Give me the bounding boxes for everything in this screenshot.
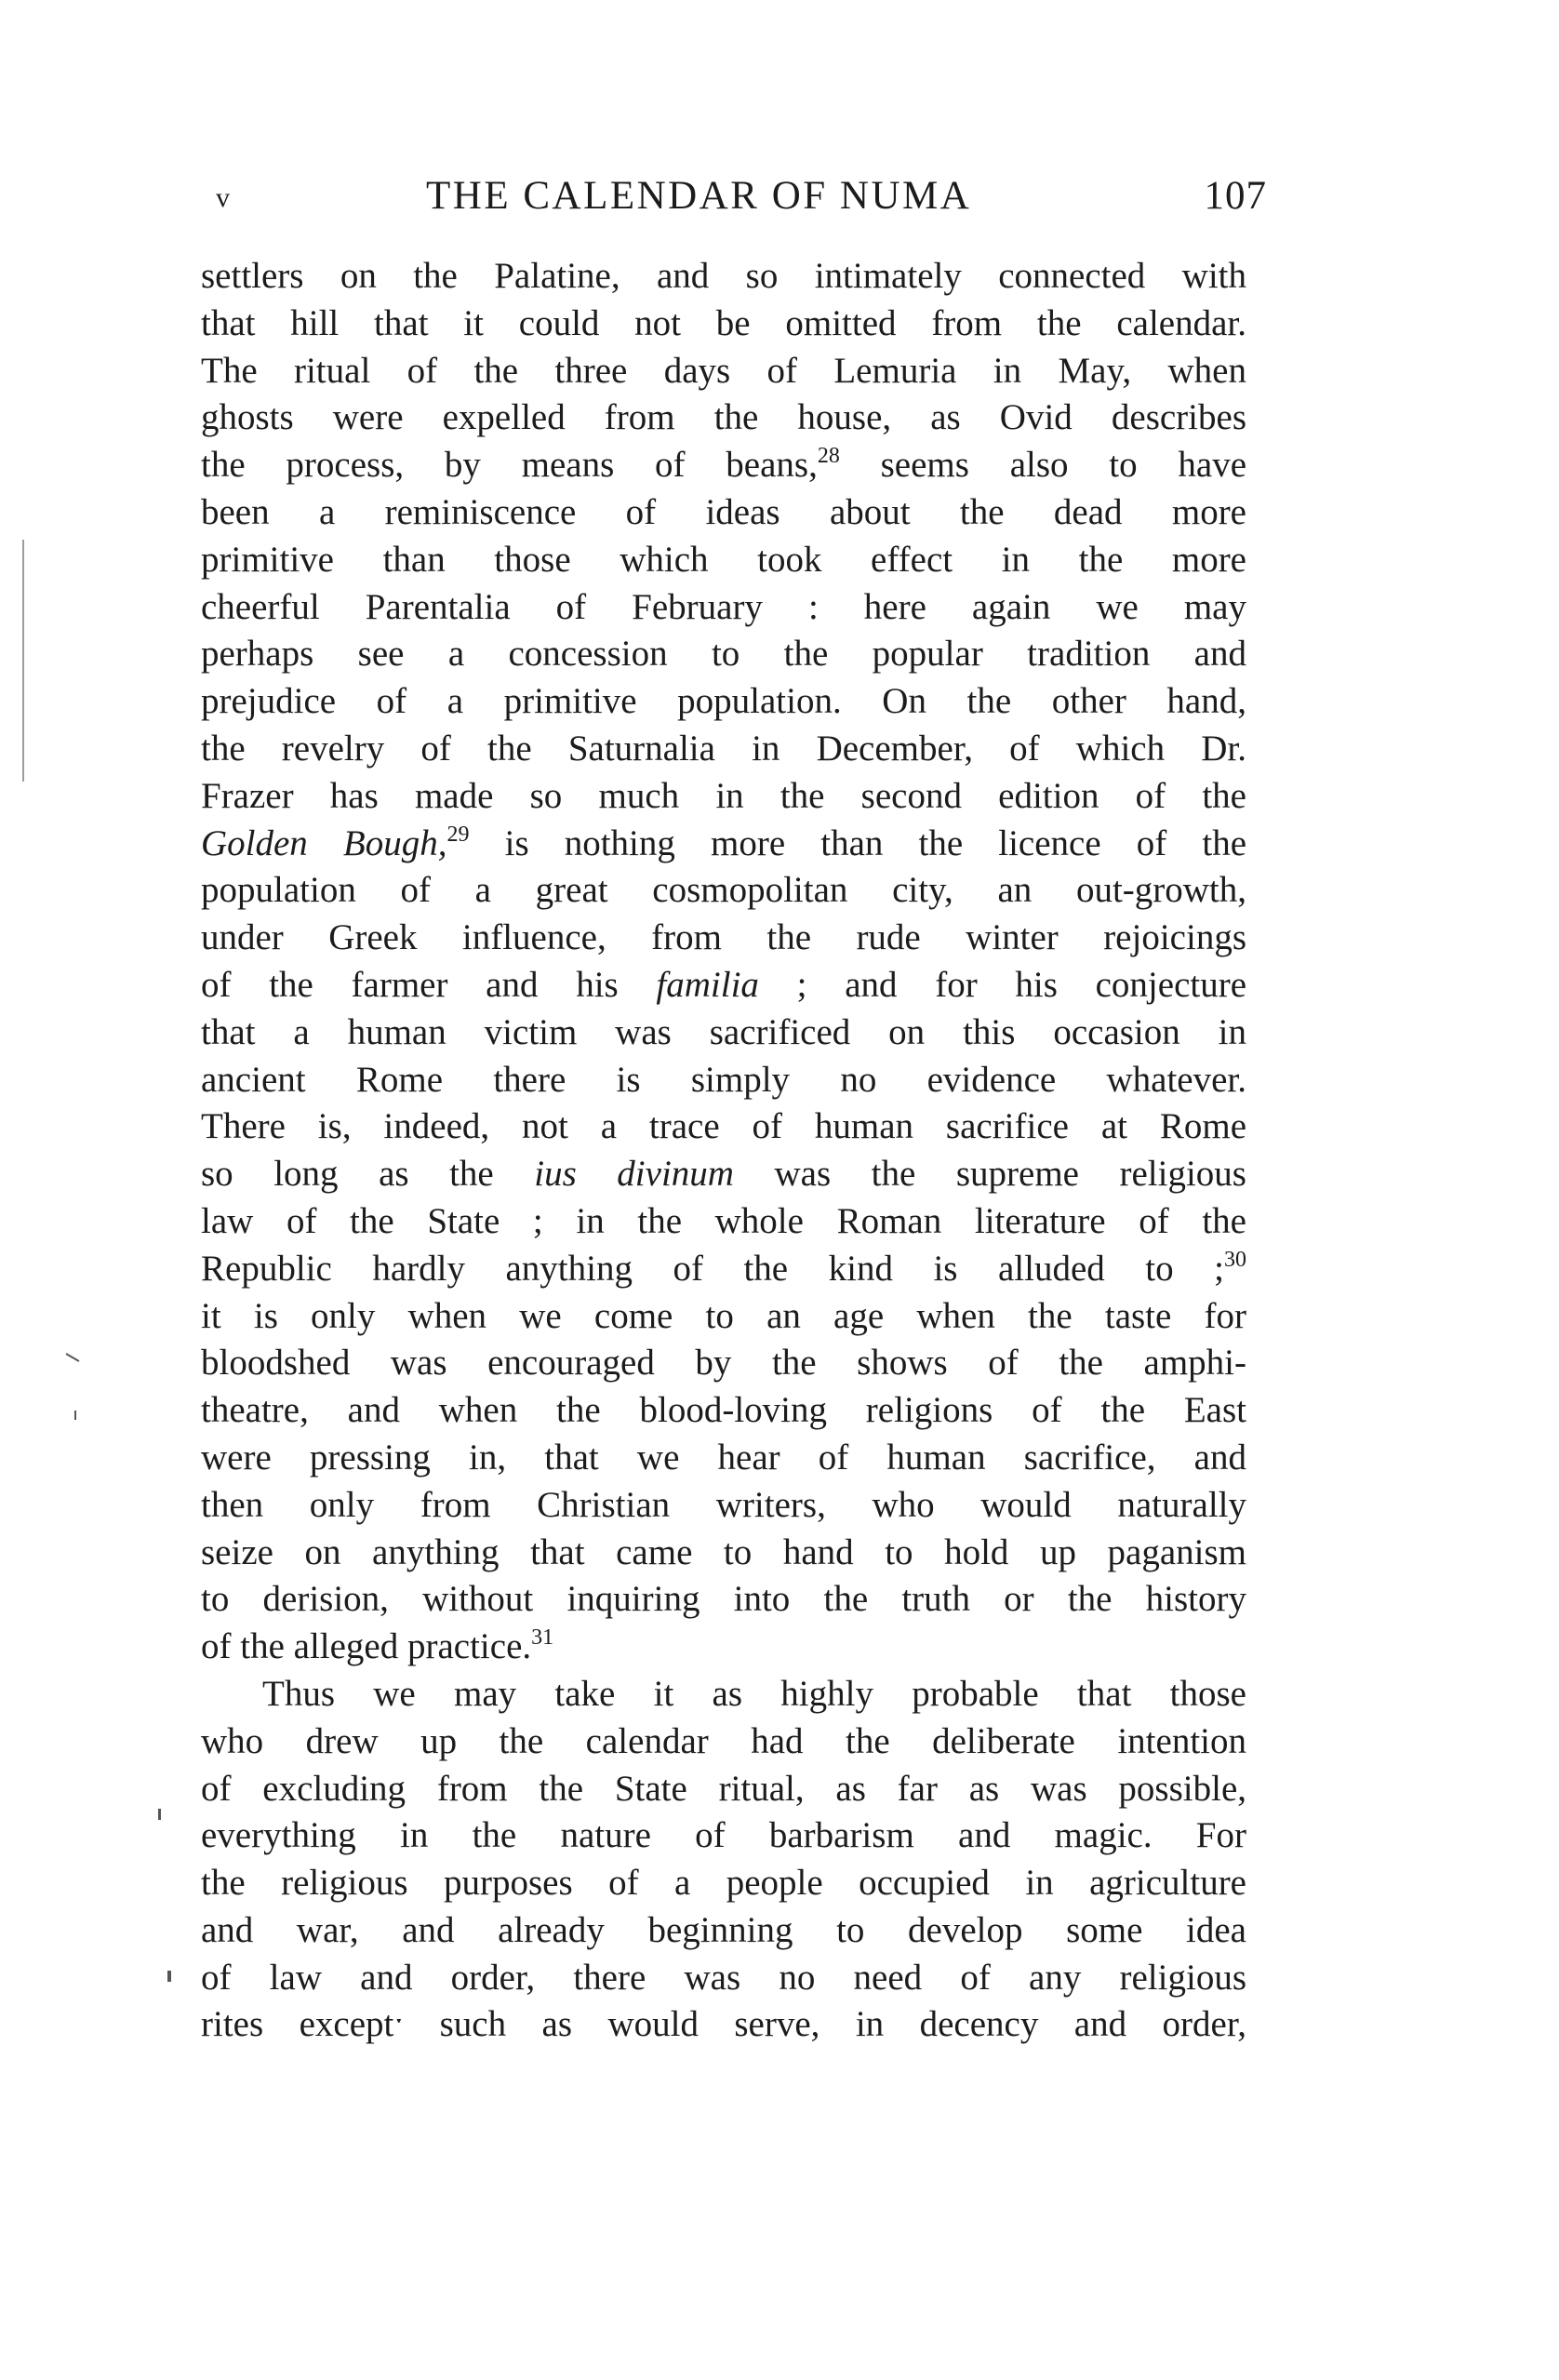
body-text xyxy=(201,253,1246,2049)
text-segment: that hill that it could not be omitted from the calendar. xyxy=(201,302,1246,343)
text-line xyxy=(201,2001,1246,2049)
text-line xyxy=(201,489,1246,537)
text-line xyxy=(201,442,1246,489)
text-segment: The ritual of the three days of Lemuria in May, when xyxy=(201,350,1246,391)
text-segment: bloodshed was encouraged by the shows of the amphi- xyxy=(201,1343,1246,1384)
text-segment: primitive than those which took effect in the more xyxy=(201,539,1246,580)
margin-speck xyxy=(74,1411,76,1420)
text-line xyxy=(201,1387,1246,1435)
text-line xyxy=(201,867,1246,915)
text-line xyxy=(201,1955,1246,2002)
text-line xyxy=(201,1812,1246,1860)
text-segment: of the alleged practice. xyxy=(201,1626,532,1667)
text-line xyxy=(201,1151,1246,1198)
text-segment: theatre, and when the blood-loving religions of the East xyxy=(201,1390,1246,1431)
footnote-reference: 31 xyxy=(531,1625,554,1651)
text-line xyxy=(201,301,1246,348)
italic-text: Golden Bough, xyxy=(201,822,447,863)
text-line xyxy=(201,1718,1246,1766)
text-line xyxy=(201,631,1246,678)
text-line xyxy=(201,1671,1246,1718)
footnote-reference: 28 xyxy=(817,444,840,469)
text-segment: that a human victim was sacrificed on this occasion in xyxy=(201,1011,1246,1052)
text-line xyxy=(201,1057,1246,1104)
text-line xyxy=(201,821,1246,868)
running-head xyxy=(216,173,1267,229)
text-segment: rites exceptˑ such as would serve, in decency and order, xyxy=(201,2004,1246,2045)
text-segment: of excluding from the State ritual, as far as was possible, xyxy=(201,1768,1246,1809)
text-segment: settlers on the Palatine, and so intimately connected with xyxy=(201,256,1246,296)
text-segment: under Greek influence, from the rude winter rejoicings xyxy=(201,917,1246,958)
text-segment: the process, by means of beans, xyxy=(201,445,818,486)
text-segment: seems also to have xyxy=(839,445,1247,486)
running-title: THE CALENDAR OF NUMA xyxy=(426,174,972,218)
text-segment: perhaps see a concession to the popular tradition and xyxy=(201,634,1246,675)
italic-text: ius divinum xyxy=(534,1154,734,1195)
footnote-reference: 30 xyxy=(1224,1247,1246,1272)
text-segment: were pressing in, that we hear of human sacrifice, and xyxy=(201,1437,1246,1477)
text-line xyxy=(201,1907,1246,1955)
text-line xyxy=(201,1530,1246,1577)
text-segment: and war, and already beginning to develop some idea xyxy=(201,1909,1246,1950)
text-line xyxy=(201,537,1246,584)
text-segment: cheerful Parentalia of February : here again we may xyxy=(201,586,1246,627)
text-segment: then only from Christian writers, who would naturally xyxy=(201,1484,1246,1525)
margin-speck xyxy=(167,1971,171,1982)
text-line xyxy=(201,1009,1246,1057)
text-line xyxy=(201,678,1246,726)
text-line xyxy=(201,962,1246,1009)
text-line xyxy=(201,1482,1246,1530)
text-line xyxy=(201,348,1246,395)
text-segment: is nothing more than the licence of the xyxy=(469,822,1246,863)
text-line xyxy=(201,915,1246,962)
page-number: 107 xyxy=(1204,174,1267,218)
text-line xyxy=(201,773,1246,821)
text-line xyxy=(201,584,1246,632)
text-line xyxy=(201,1103,1246,1151)
text-segment: seize on anything that came to hand to hold up paganism xyxy=(201,1531,1246,1572)
margin-speck xyxy=(158,1809,161,1820)
margin-pencil-line xyxy=(22,540,24,782)
text-segment: ancient Rome there is simply no evidence whatever. xyxy=(201,1059,1246,1100)
text-segment: it is only when we come to an age when the taste for xyxy=(201,1295,1246,1336)
text-line xyxy=(201,1766,1246,1813)
text-segment: who drew up the calendar had the deliberate intention xyxy=(201,1720,1246,1761)
text-line xyxy=(201,394,1246,442)
text-segment: Frazer has made so much in the second edition of the xyxy=(201,775,1246,816)
text-line xyxy=(201,1293,1246,1341)
margin-speck xyxy=(66,1353,80,1362)
text-segment: the revelry of the Saturnalia in December, of which Dr. xyxy=(201,728,1246,769)
text-segment: law of the State ; in the whole Roman literature of the xyxy=(201,1200,1246,1241)
text-segment: prejudice of a primitive population. On the other hand, xyxy=(201,681,1246,722)
text-segment: of the farmer and his xyxy=(201,964,657,1005)
chapter-number: v xyxy=(216,182,230,213)
text-line xyxy=(201,726,1246,773)
text-segment: Republic hardly anything of the kind is alluded to ; xyxy=(201,1248,1224,1289)
text-line xyxy=(201,1576,1246,1624)
text-segment: population of a great cosmopolitan city, an out-growth, xyxy=(201,870,1246,911)
text-segment: everything in the nature of barbarism and magic. For xyxy=(201,1815,1246,1856)
text-segment: to derision, without inquiring into the truth or the history xyxy=(201,1579,1246,1620)
text-line xyxy=(201,1860,1246,1907)
text-line xyxy=(201,1246,1246,1293)
text-line xyxy=(201,253,1246,301)
text-segment: Thus we may take it as highly probable that those xyxy=(262,1673,1246,1714)
text-segment: There is, indeed, not a trace of human sacrifice at Rome xyxy=(201,1106,1246,1147)
footnote-reference: 29 xyxy=(446,822,470,847)
italic-text: familia xyxy=(656,964,759,1005)
text-segment: of law and order, there was no need of any religious xyxy=(201,1957,1246,1998)
text-segment: was the supreme religious xyxy=(733,1154,1246,1195)
text-line xyxy=(201,1198,1246,1246)
text-segment: ; and for his conjecture xyxy=(758,964,1247,1005)
text-line xyxy=(201,1435,1246,1482)
text-segment: ghosts were expelled from the house, as Ovid describes xyxy=(201,397,1246,438)
text-segment: been a reminiscence of ideas about the dead more xyxy=(201,491,1246,532)
text-segment: the religious purposes of a people occupied in agriculture xyxy=(201,1863,1246,1904)
text-line xyxy=(201,1624,1246,1671)
text-line xyxy=(201,1340,1246,1387)
text-segment: so long as the xyxy=(201,1154,535,1195)
